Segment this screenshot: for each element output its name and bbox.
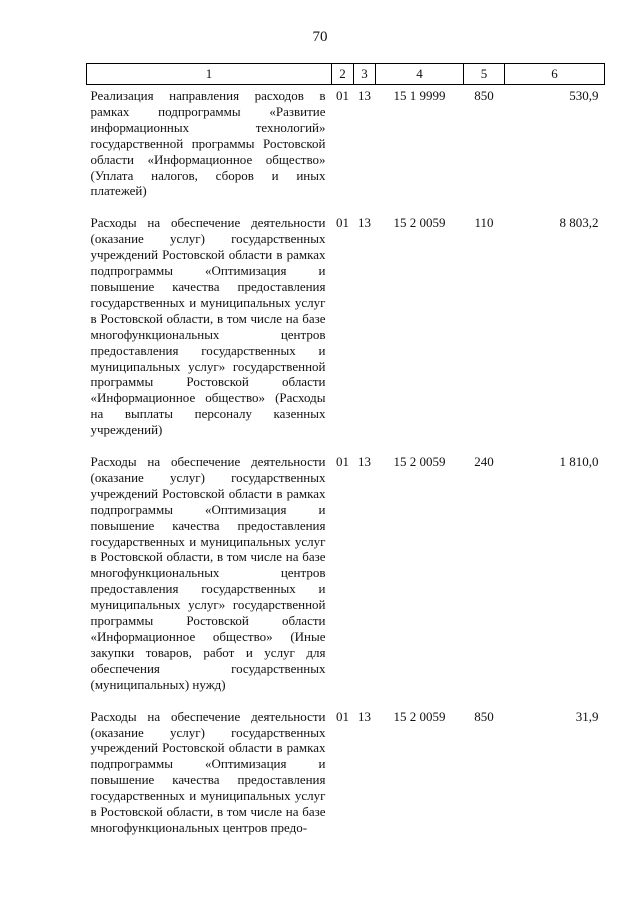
header-col-3: 3 <box>354 64 376 85</box>
row-amount: 530,9 <box>569 88 599 103</box>
row-expense-type: 240 <box>474 454 494 470</box>
header-col-4: 4 <box>376 64 464 85</box>
header-col-2: 2 <box>332 64 354 85</box>
row-target-item: 15 2 0059 <box>393 708 446 724</box>
table-body <box>87 85 605 836</box>
table-row <box>87 85 605 213</box>
budget-table <box>86 63 605 836</box>
row-subsection: 13 <box>358 215 371 231</box>
row-expense-type: 850 <box>474 708 494 724</box>
row-description: Расходы на обеспечение деятельности (оказание услуг) государственных учреждений Ростовской области в рамках подпрограммы «Оптимизация и повышение качества предоставления государственных и муниципальных услуг в Ростовской области, в том числе на базе многофункциональных центров предоставления государственных и муниципальных услуг» государственной программы Ростовской области «Информационное общество» (Иные закупки товаров, работ и услуг для обеспечения государственных (муниципальных) нужд) <box>90 454 326 692</box>
table-row <box>87 451 605 706</box>
row-subsection: 13 <box>358 708 371 724</box>
row-target-item: 15 2 0059 <box>393 215 446 231</box>
row-expense-type: 110 <box>474 215 494 231</box>
header-col-5: 5 <box>464 64 505 85</box>
row-subsection: 13 <box>358 88 371 103</box>
row-section: 01 <box>336 215 349 231</box>
row-description: Расходы на обеспечение деятельности (оказание услуг) государственных учреждений Ростовской области в рамках подпрограммы «Оптимизация и повышение качества предоставления государственных и муниципальных услуг в Ростовской области, в том числе на базе многофункциональных центров предо- <box>90 708 326 835</box>
header-row <box>87 64 605 85</box>
row-section: 01 <box>336 454 349 470</box>
row-subsection: 13 <box>358 454 371 470</box>
row-section: 01 <box>336 88 349 103</box>
table-row <box>87 706 605 836</box>
header-col-6: 6 <box>505 64 605 85</box>
page-number: 70 <box>312 29 328 45</box>
table-row <box>87 212 605 451</box>
row-expense-type: 850 <box>474 88 494 103</box>
table-header <box>87 64 605 85</box>
row-target-item: 15 1 9999 <box>393 88 446 103</box>
row-amount: 31,9 <box>575 708 599 724</box>
row-amount: 1 810,0 <box>559 454 599 470</box>
row-amount: 8 803,2 <box>559 215 599 231</box>
header-col-1: 1 <box>87 64 332 85</box>
row-description: Реализация направления расходов в рамках подпрограммы «Развитие информационных технологий» государственной программы Ростовской области «Информационное общество» (Уплата налогов, сборов и иных платежей) <box>90 88 326 199</box>
row-section: 01 <box>336 708 349 724</box>
row-target-item: 15 2 0059 <box>393 454 446 470</box>
row-description: Расходы на обеспечение деятельности (оказание услуг) государственных учреждений Ростовской области в рамках подпрограммы «Оптимизация и повышение качества предоставления государственных и муниципальных услуг в Ростовской области, в том числе на базе многофункциональных центров предоставления государственных и муниципальных услуг» государственной программы Ростовской области «Информационное общество» (Расходы на выплаты персоналу казенных учреждений) <box>90 215 326 438</box>
